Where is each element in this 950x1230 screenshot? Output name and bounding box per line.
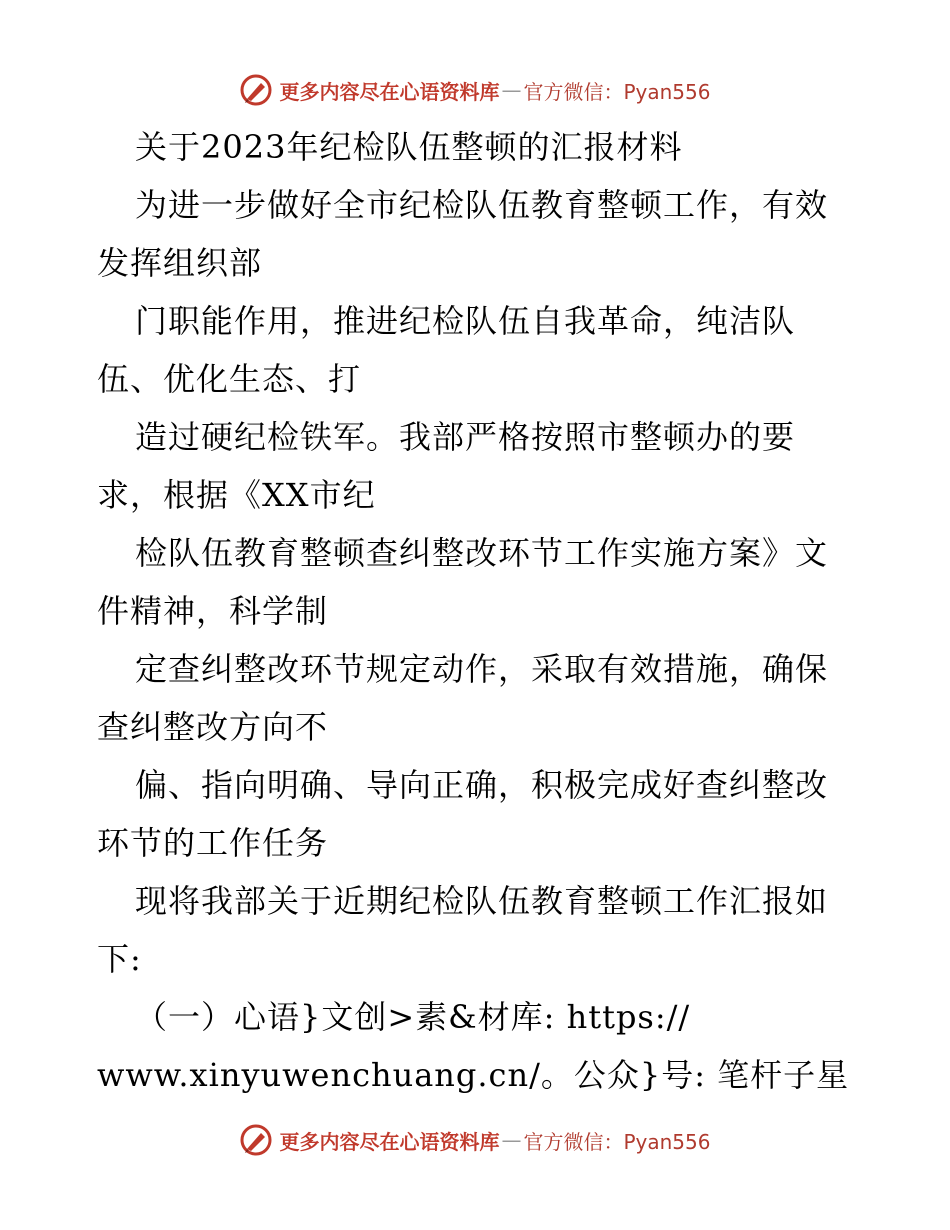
text-line: 检队伍教育整顿查纠整改环节工作实施方案》文 <box>135 534 829 572</box>
text-line: 下: <box>97 940 142 978</box>
text-line: 偏、指向明确、导向正确，积极完成好查纠整改 <box>135 766 829 804</box>
watermark-top <box>0 70 950 110</box>
watermark-separator: — <box>501 78 522 102</box>
text-line: 环节的工作任务 <box>97 824 329 862</box>
watermark-separator: — <box>501 1128 522 1152</box>
watermark-contact: 官方微信：Pyan556 <box>523 79 711 104</box>
text-line: 查纠整改方向不 <box>97 708 329 746</box>
text-line: 定查纠整改环节规定动作，采取有效措施，确保 <box>135 650 829 688</box>
watermark-brand: 更多内容尽在心语资料库 <box>279 79 500 104</box>
text-line: 伍、优化生态、打 <box>97 360 362 398</box>
watermark-brand: 更多内容尽在心语资料库 <box>279 1129 500 1154</box>
text-line: www.xinyuwenchuang.cn/。公众}号: 笔杆子星 <box>97 1056 850 1094</box>
pen-circle-logo-icon <box>239 1123 273 1157</box>
document-body <box>97 118 857 1104</box>
text-line: 造过硬纪检铁军。我部严格按照市整顿办的要 <box>135 418 796 456</box>
text-line: 为进一步做好全市纪检队伍教育整顿工作，有效 <box>135 186 829 224</box>
watermark-contact: 官方微信：Pyan556 <box>523 1129 711 1154</box>
text-line: 发挥组织部 <box>97 244 263 282</box>
text-line: 求，根据《XX市纪 <box>97 476 376 514</box>
pen-circle-logo-icon <box>239 73 273 107</box>
text-line: （一）心语}文创>素&材库: https:// <box>135 998 691 1036</box>
watermark-bottom <box>0 1120 950 1160</box>
text-line: 现将我部关于近期纪检队伍教育整顿工作汇报如 <box>135 882 829 920</box>
text-line: 件精神，科学制 <box>97 592 329 630</box>
text-line: 关于2023年纪检队伍整顿的汇报材料 <box>135 128 683 166</box>
text-line: 门职能作用，推进纪检队伍自我革命，纯洁队 <box>135 302 796 340</box>
